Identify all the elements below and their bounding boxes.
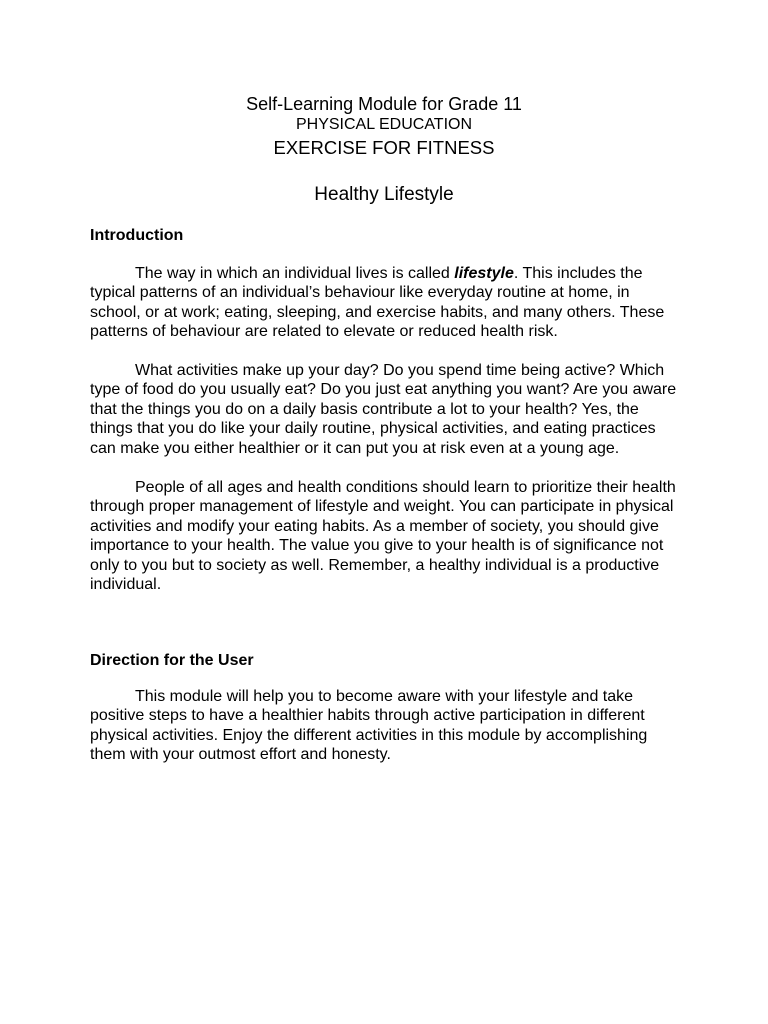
direction-paragraph: This module will help you to become aware with your lifestyle and take positive steps to have a healthier habits through active participation in different physical activities. Enjoy the different activities in this module by accomplishing them with your outmost effort and honesty. (90, 688, 648, 764)
introduction-paragraph-3: People of all ages and health conditions should learn to prioritize their health through proper management of lifestyle and weight. You can participate in physical activities and modify your eating habits. As a member of society, you should give importance to your health. The value you give to your health is of significance not only to you but to society as well. Remember, a healthy individual is a productive individual. (90, 479, 676, 594)
p1-text-after: . This includes the typical patterns of an individual’s behaviour like everyday routine at home, in school, or at work; eating, sleeping, and exercise habits, and many others. These patterns of behaviour are related to elevate or reduced health risk. (90, 265, 665, 341)
topic-title: Healthy Lifestyle (314, 184, 454, 205)
introduction-paragraph-2: What activities make up your day? Do you spend time being active? Which type of food do you usually eat? Do you just eat anything you want? Are you aware that the things you do on a daily basis contribute a lot to your health? Yes, the things that you do like your daily routine, physical activities, and eating practices can make you either healthier or it can put you at risk even at a young age. (90, 362, 677, 457)
subject-title: PHYSICAL EDUCATION (295, 116, 473, 133)
lifestyle-term: lifestyle (454, 265, 514, 282)
p1-text-before: The way in which an individual lives is called (135, 265, 455, 282)
unit-title: EXERCISE FOR FITNESS (273, 137, 495, 158)
introduction-paragraph-1 (90, 264, 680, 342)
direction-heading: Direction for the User (90, 652, 254, 669)
introduction-heading: Introduction (90, 227, 184, 244)
module-title: Self-Learning Module for Grade 11 (246, 94, 522, 114)
